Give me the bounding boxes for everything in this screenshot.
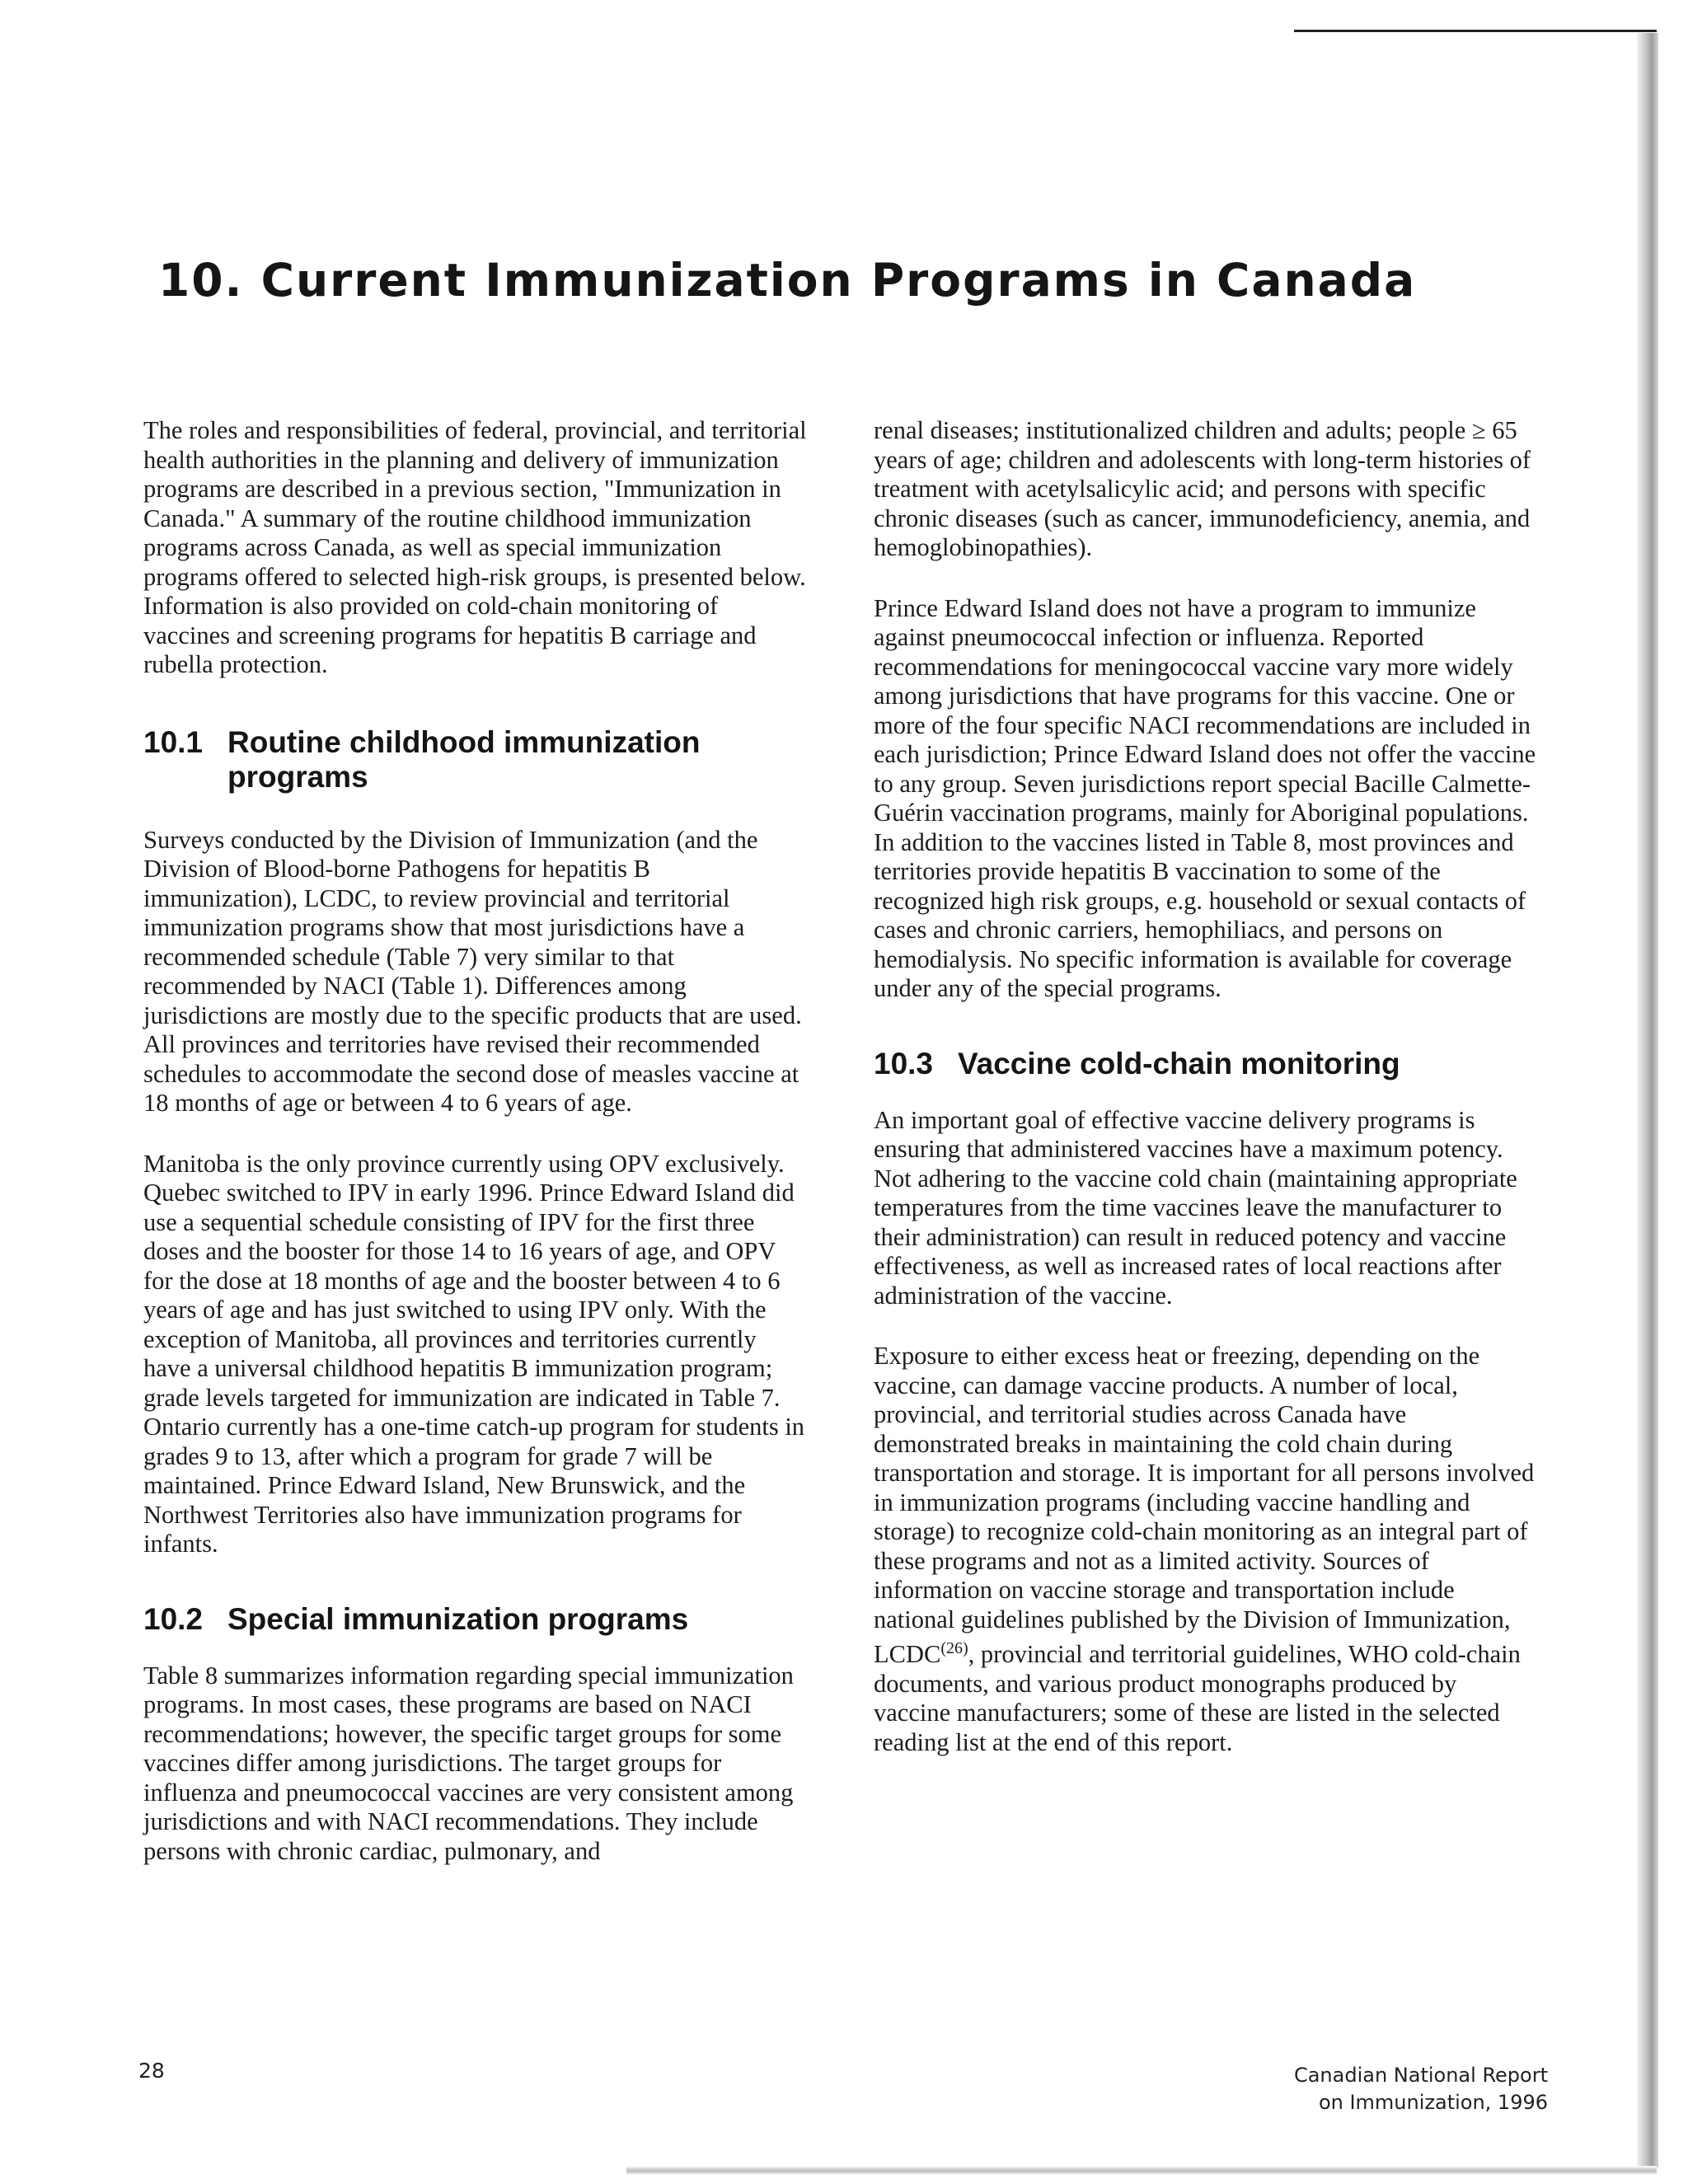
page-number: 28: [138, 2059, 165, 2083]
chapter-title: 10. Current Immunization Programs in Canada: [158, 254, 1417, 307]
running-footer: [1294, 2062, 1548, 2116]
section-heading-10-1: [143, 725, 809, 794]
section-10-2-paragraph-1-continued: renal diseases; institutionalized children and adults; people ≥ 65 years of age; children and adolescents with long-term histories of treatment with acetylsalicylic acid; and persons with specific chronic diseases (such as cancer, immunodeficiency, anemia, and hemoglobinopathies).: [874, 416, 1531, 561]
reference-superscript: (26): [940, 1639, 968, 1657]
section-heading-10-2: [143, 1602, 809, 1637]
scan-page-edge-bottom: [626, 2166, 1657, 2174]
report-title-line-2: on Immunization, 1996: [1318, 2091, 1548, 2114]
section-10-3-paragraph-1: An important goal of effective vaccine delivery programs is ensuring that administered vaccines have a maximum potency. Not adhering to the vaccine cold chain (maintaining appropriate temperatures from the time vaccines leave the manufacturer to their administration) can result in reduced potency and vaccine effectiveness, as well as increased rates of local reactions after administration of the vaccine.: [874, 1105, 1517, 1310]
paragraph-text: Exposure to either excess heat or freezing, depending on the vaccine, can damage vaccine products. A number of local, provincial, and territorial studies across Canada have demonstrated breaks in maintaining the cold chain during transportation and storage. It is important for all persons involved in immunization programs (including vaccine handling and storage) to recognize cold-chain monitoring as an integral part of these programs and not as a limited activity. Sources of information on vaccine storage and transportation include national guidelines published by the Division of Immunization, LCDC: [874, 1342, 1535, 1669]
section-title: Special immunization programs: [227, 1601, 689, 1636]
scan-border-line: [1294, 30, 1657, 32]
section-title: Routine childhood immunization: [227, 724, 701, 759]
section-10-2-paragraph-2: Prince Edward Island does not have a program to immunize against pneumococcal infection or influenza. Reported recommendations for meningococcal vaccine vary more widely among jurisdictions that have programs for this vaccine. One or more of the four specific NACI recommendations are included in each jurisdiction; Prince Edward Island does not offer the vaccine to any group. Seven jurisdictions report special Bacille Calmette-Guérin vaccination programs, mainly for Aboriginal populations. In addition to the vaccines listed in Table 8, most provinces and territories provide hepatitis B vaccination to some of the recognized high risk groups, e.g. household or sexual contacts of cases and chronic carriers, hemophiliacs, and persons on hemodialysis. No specific information is available for coverage under any of the special programs.: [874, 593, 1536, 1002]
section-title-continued: programs: [227, 759, 368, 794]
section-10-2-paragraph-1: Table 8 summarizes information regarding special immunization programs. In most cases, these programs are based on NACI recommendations; however, the specific target groups for some vaccines differ among jurisdictions. The target groups for influenza and pneumococcal vaccines are very consistent among jurisdictions and with NACI recommendations. They include persons with chronic cardiac, pulmonary, and: [143, 1661, 794, 1865]
scan-page-edge: [1637, 33, 1658, 2168]
report-title-line-1: Canadian National Report: [1293, 2064, 1548, 2087]
section-number: 10.2: [143, 1601, 204, 1636]
section-number: 10.1: [143, 724, 204, 759]
intro-paragraph: The roles and responsibilities of federal, provincial, and territorial health authorities in the planning and delivery of immunization programs are described in a previous section, "Immunization in Canada." A summary of the routine childhood immunization programs across Canada, as well as special immunization programs offered to selected high-risk groups, is presented below. Information is also provided on cold-chain monitoring of vaccines and screening programs for hepatitis B carriage and rubella protection.: [143, 416, 807, 678]
section-10-1-paragraph-2: Manitoba is the only province currently using OPV exclusively. Quebec switched to IPV in early 1996. Prince Edward Island did use a sequential schedule consisting of IPV for the first three doses and the booster for those 14 to 16 years of age, and OPV for the dose at 18 months of age and the booster between 4 to 6 years of age and has just switched to using IPV only. With the exception of Manitoba, all provinces and territories currently have a universal childhood hepatitis B immunization program; grade levels targeted for immunization are indicated in Table 7. Ontario currently has a one-time catch-up program for students in grades 9 to 13, after which a program for grade 7 will be maintained. Prince Edward Island, New Brunswick, and the Northwest Territories also have immunization programs for infants.: [143, 1149, 805, 1558]
right-column: [874, 416, 1540, 1757]
section-number: 10.3: [874, 1046, 934, 1080]
paragraph-text: , provincial and territorial guidelines, WHO cold-chain documents, and various product monographs produced by vaccine manufacturers; some of these are listed in the selected reading list at the end of this report.: [874, 1640, 1521, 1756]
section-heading-10-3: [874, 1047, 1540, 1081]
left-column: [143, 416, 809, 1866]
section-10-1-paragraph-1: Surveys conducted by the Division of Immunization (and the Division of Blood-borne Pathogens for hepatitis B immunization), LCDC, to review provincial and territorial immunization programs show that most jurisdictions have a recommended schedule (Table 7) very similar to that recommended by NACI (Table 1). Differences among jurisdictions are mostly due to the specific products that are used. All provinces and territories have revised their recommended schedules to accommodate the second dose of measles vaccine at 18 months of age or between 4 to 6 years of age.: [143, 825, 802, 1117]
section-10-3-paragraph-2: [874, 1342, 1540, 1757]
section-title: Vaccine cold-chain monitoring: [958, 1046, 1400, 1080]
